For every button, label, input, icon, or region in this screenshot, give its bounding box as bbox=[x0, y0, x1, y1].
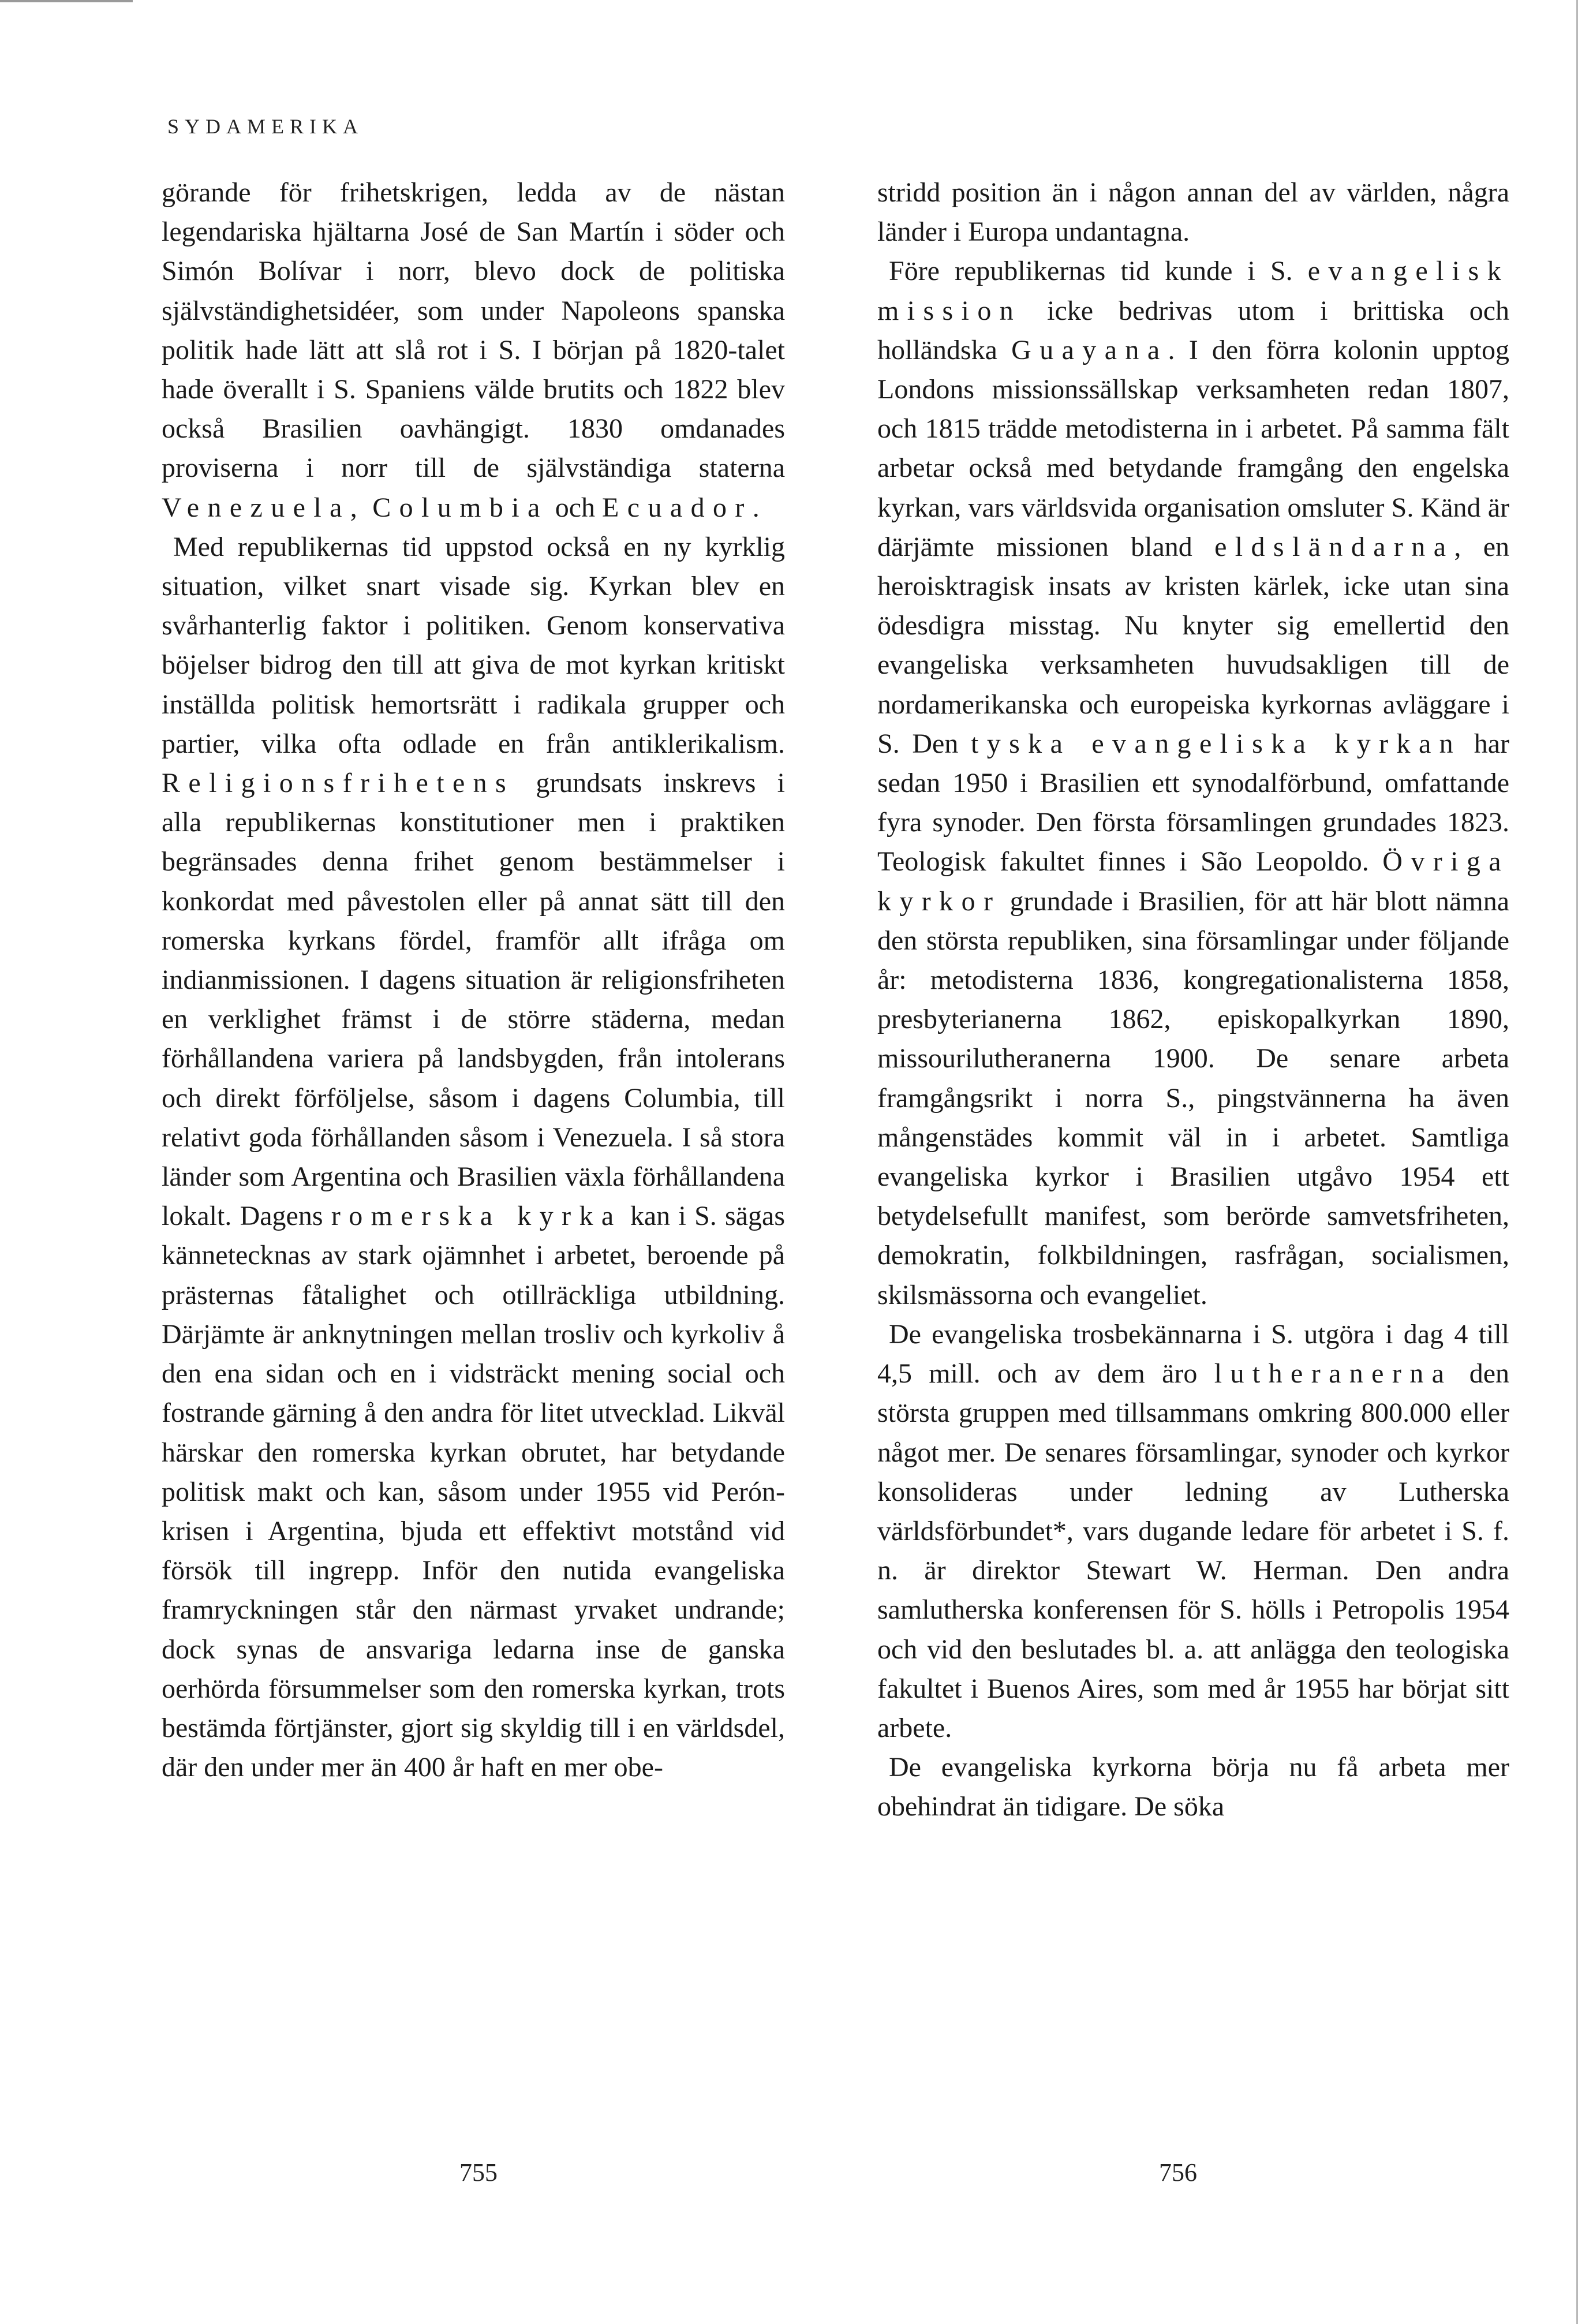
text-run: har sedan 1950 i Brasilien ett synodalförbund, omfattande fyra synoder. Den första församlingen grundades 1823. Teologisk fakultet finnes i São Leopoldo. bbox=[877, 728, 1510, 877]
spaced-term: evangelisk mission bbox=[877, 256, 1509, 326]
spaced-term: Venezuela, bbox=[162, 492, 366, 523]
text-run: De evangeliska trosbekännarna i S. utgöra i dag 4 till 4,5 mill. och av dem äro bbox=[877, 1318, 1509, 1389]
text-run: , en heroisktragisk insats av kristen kärlek, icke utan sina ödesdigra misstag. Nu knyter sig emellertid den evangeliska verksamheten huvudsakligen till de nordamerikanska och europeiska kyrkornas avläggare i S. Den bbox=[877, 531, 1510, 759]
text-run: Före republikernas tid kunde i S. bbox=[889, 256, 1308, 287]
running-head: SYDAMERIKA bbox=[167, 115, 364, 138]
text-run: och bbox=[548, 492, 603, 523]
scan-edge-line bbox=[0, 0, 133, 2]
text-run: De evangeliska kyrkorna börja nu få arbeta mer obehindrat än tidigare. De söka bbox=[877, 1752, 1509, 1822]
paragraph bbox=[162, 173, 785, 528]
left-column bbox=[162, 173, 785, 1787]
text-run: grundsats inskrevs i alla republikernas konstitutioner men i praktiken begränsades denna frihet genom bestämmelser i konkordat med påvestolen eller på annat sätt till den romerska kyrkans fördel, framför allt ifråga om indianmissionen. I dagens situation är religionsfriheten en verklighet främst i de större städerna, medan förhållandena variera på landsbygden, från intolerans och direkt förföljelse, såsom i dagens Columbia, till relativt goda förhållanden såsom i Venezuela. I så stora länder som Argentina och Brasilien växla förhållandena lokalt. Dagens bbox=[162, 768, 785, 1232]
spaced-term: Övriga kyrkor bbox=[877, 846, 1509, 917]
page-number-right: 756 bbox=[1159, 2158, 1197, 2187]
spaced-term: romerska kyrka bbox=[331, 1201, 622, 1232]
page-number-left: 755 bbox=[459, 2158, 498, 2187]
text-run: . I den förra kolonin upptog Londons missionssällskap verksamheten redan 1807, och 1815 trädde metodisterna in i arbetet. På samma fält arbetar också med betydande framgång den engelska kyrkan, vars världsvida organisation omsluter S. Känd är därjämte missionen bland bbox=[877, 334, 1509, 562]
paragraph bbox=[877, 1748, 1509, 1826]
paragraph bbox=[162, 528, 785, 1788]
right-column bbox=[877, 173, 1509, 1827]
paragraph bbox=[877, 173, 1509, 252]
spaced-term: tyska evangeliska kyrkan bbox=[970, 728, 1462, 759]
text-run: . bbox=[752, 492, 760, 523]
text-run: kan i S. sägas kännetecknas av stark ojämnhet i arbetet, beroende på prästernas fåtalighet och otillräckliga utbildning. Därjämte är anknytningen mellan trosliv och kyrkoliv å den ena sidan och en i vidsträckt mening social och fostrande gärning å den andra för litet utvecklad. Likväl härskar den romerska kyrkan obrutet, har betydande politisk makt och kan, såsom under 1955 vid Perón-krisen i Argentina, bjuda ett effektivt motstånd vid försök till ingrepp. Inför den nutida evangeliska framryckningen står den närmast yrvaket undrande; dock synas de ansvariga ledarna inse de ganska oerhörda försummelser som den romerska kyrkan, trots bestämda förtjänster, gjort sig skyldig till i en världsdel, där den under mer än 400 år haft en mer obe- bbox=[162, 1201, 786, 1783]
text-run: stridd position än i någon annan del av världen, några länder i Europa undantagna. bbox=[877, 177, 1509, 248]
text-run: görande för frihetskrigen, ledda av de nästan legendariska hjältarna José de San Martín i söder och Simón Bolívar i norr, blevo dock de politiska självständighetsidéer, som under Napoleons spanska politik hade lätt att slå rot i S. I början på 1820-talet hade överallt i S. Spaniens välde brutits och 1822 blev också Brasilien oavhängigt. 1830 omdanades proviserna i norr till de självständiga staterna bbox=[162, 177, 785, 484]
text-run: Med republikernas tid uppstod också en ny kyrklig situation, vilket snart visade sig. Kyrkan blev en svårhanterlig faktor i politiken. Genom konservativa böjelser bidrog den till att giva de mot kyrkan kritiskt inställda politisk hemortsrätt i radikala grupper och partier, vilka ofta odlade en från antiklerikalism. bbox=[162, 531, 785, 759]
spaced-term: Religionsfrihetens bbox=[162, 768, 515, 799]
spaced-term: eldsländarna bbox=[1214, 531, 1454, 562]
text-run: icke bedrivas utom i brittiska och holländska bbox=[877, 295, 1509, 365]
spaced-term: Guayana bbox=[1011, 334, 1168, 365]
spaced-term: Columbia bbox=[372, 492, 548, 523]
paragraph bbox=[877, 1315, 1509, 1748]
paragraph bbox=[877, 252, 1509, 1314]
text-run: den största gruppen med tillsammans omkring 800.000 eller något mer. De senares församlingar, synoder och kyrkor konsolideras under ledning av Lutherska världsförbundet*, vars dugande ledare för arbetet i S. f. n. är direktor Stewart W. Herman. Den andra samlutherska konferensen för S. hölls i Petropolis 1954 och vid den beslutades bl. a. att anlägga den teologiska fakultet i Buenos Aires, som med år 1955 har börjat sitt arbete. bbox=[877, 1358, 1509, 1743]
spaced-term: lutheranerna bbox=[1214, 1358, 1453, 1389]
text-run: grundade i Brasilien, för att här blott nämna den största republiken, sina församlingar under följande år: metodisterna 1836, kongregationalisterna 1858, presbyterianerna 1862, episkopalkyrkan 1890, missourilutheranerna 1900. De senare arbeta framgångsrikt i norra S., pingstvännerna ha även mångenstädes kommit väl in i arbetet. Samtliga evangeliska kyrkor i Brasilien utgåvo 1954 ett betydelsefullt manifest, som berörde samvetsfriheten, demokratin, folkbildningen, rasfrågan, socialismen, skilsmässorna och evangeliet. bbox=[877, 885, 1509, 1310]
spaced-term: Ecuador bbox=[602, 492, 753, 523]
